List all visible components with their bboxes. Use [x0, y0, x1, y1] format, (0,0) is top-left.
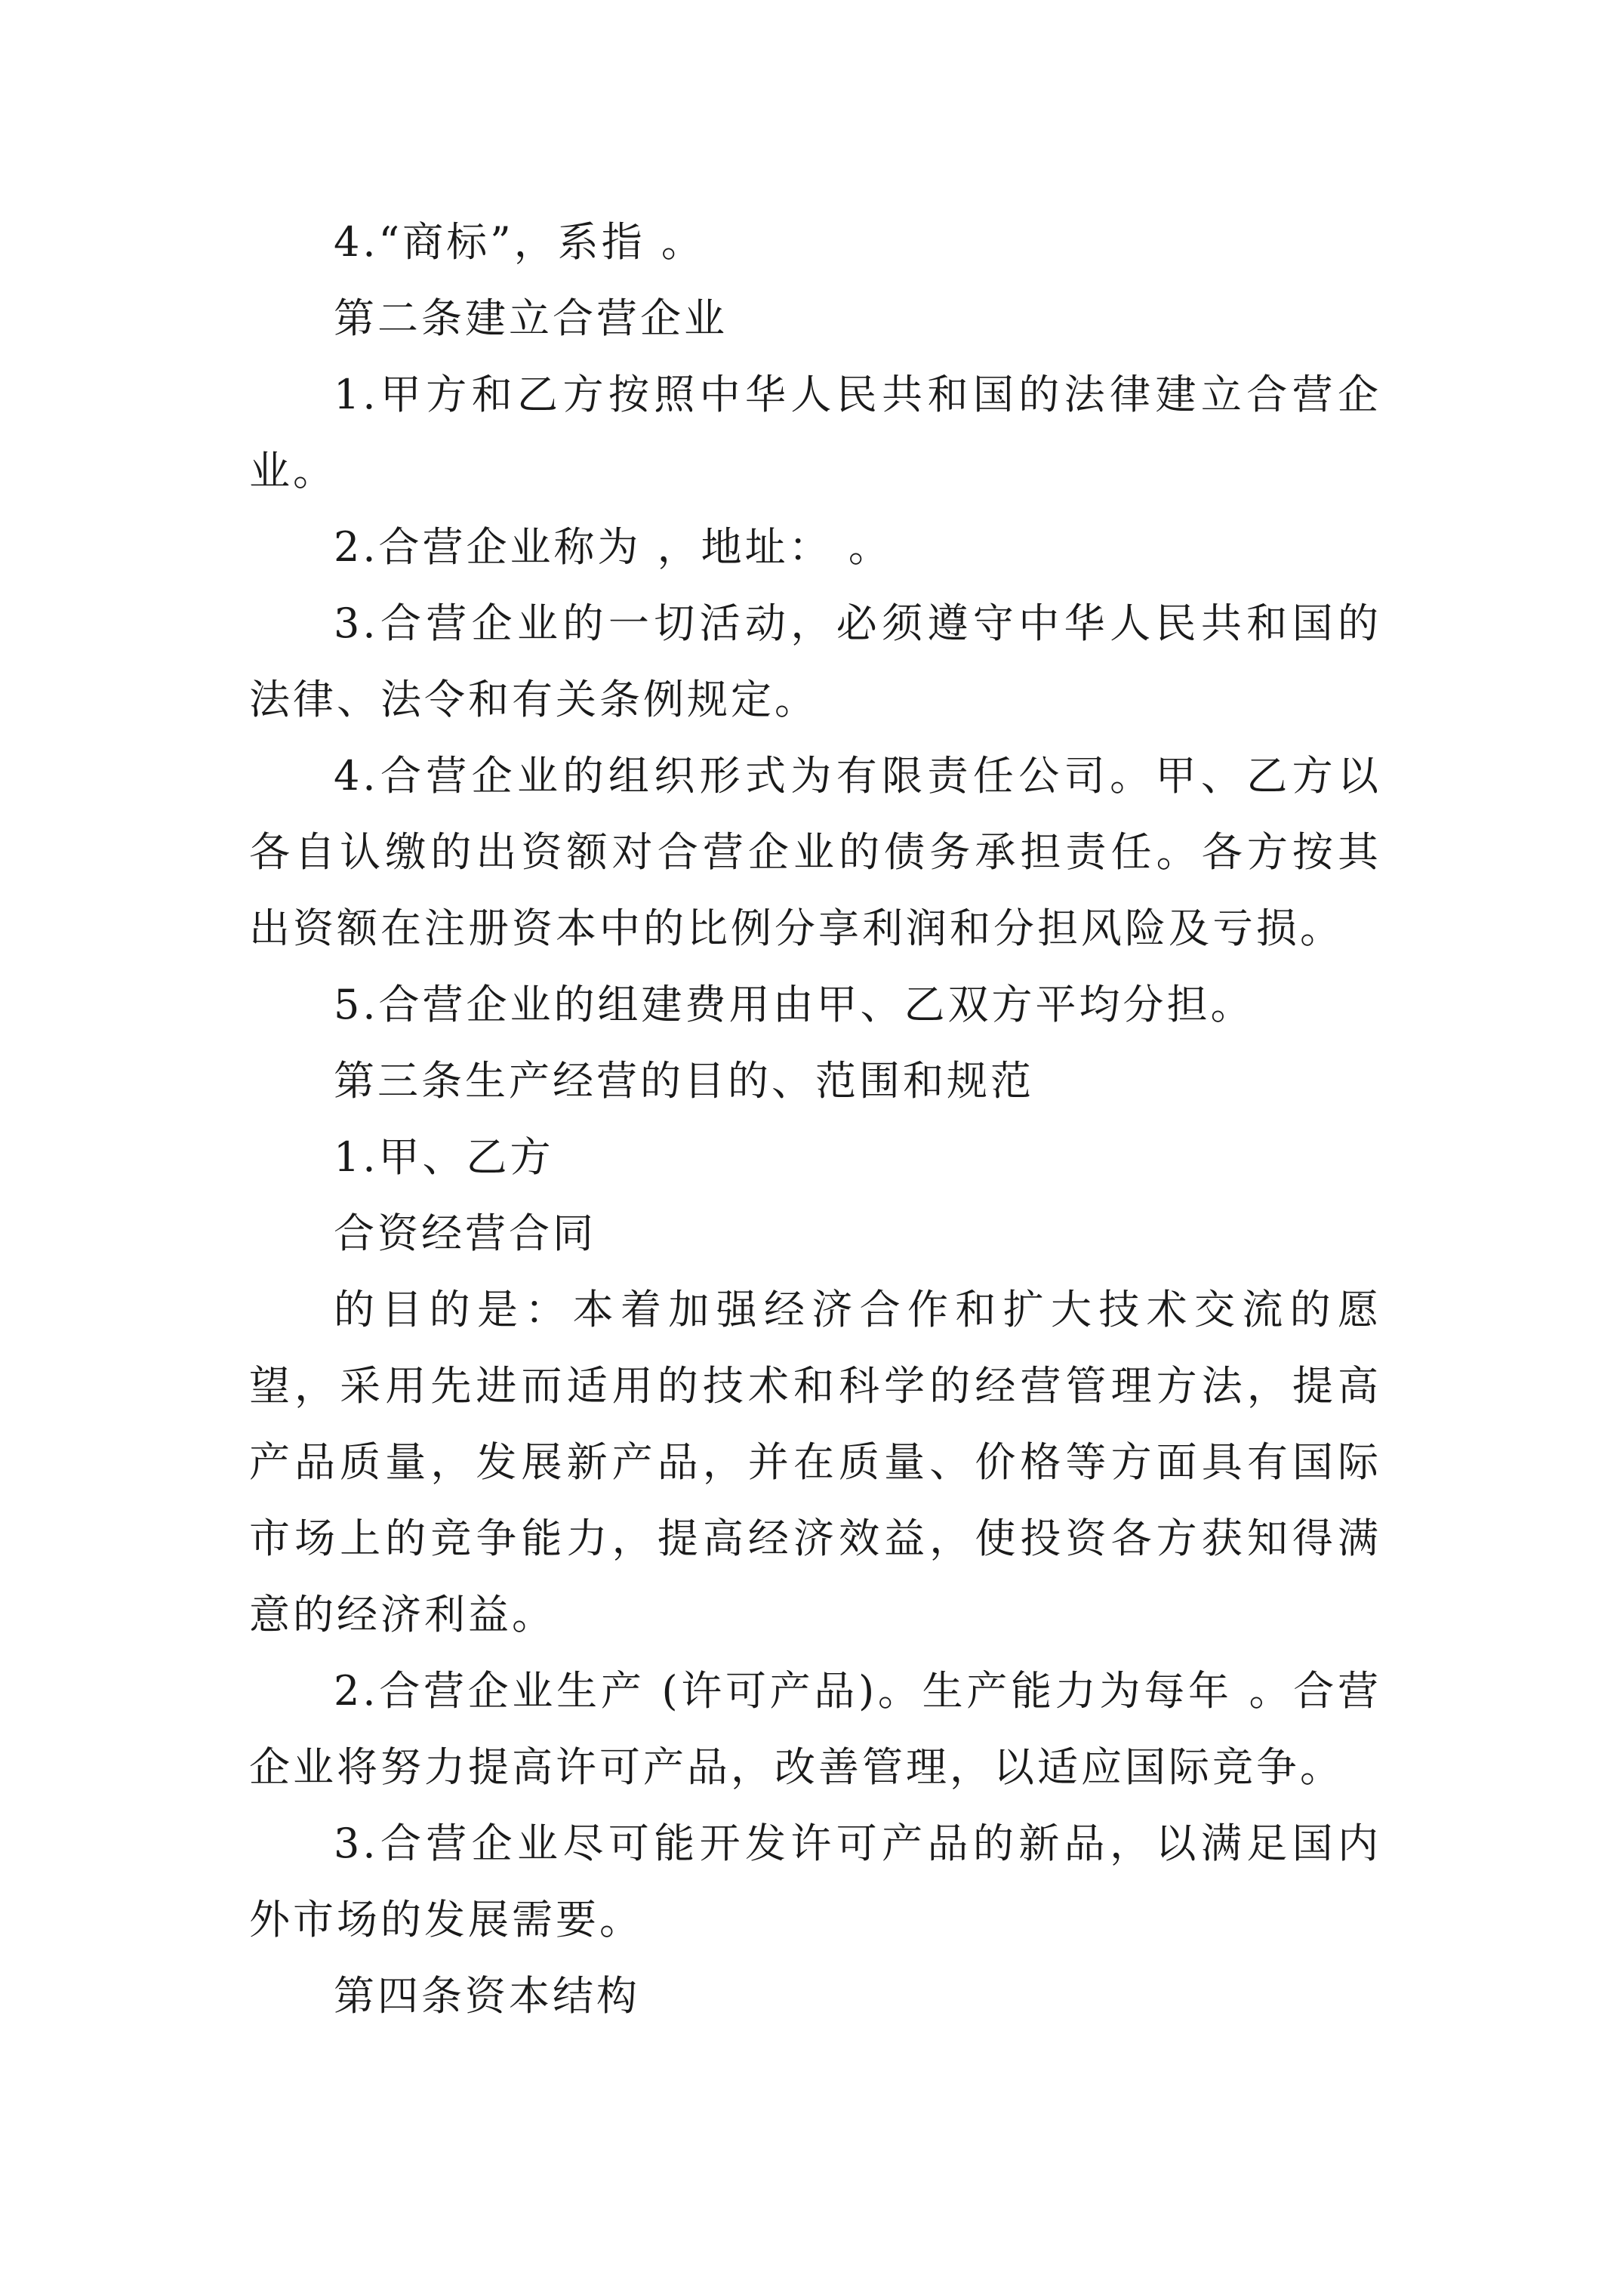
paragraph-2-3: 3.合营企业的一切活动，必须遵守中华人民共和国的法律、法令和有关条例规定。: [249, 599, 1381, 723]
paragraph-trademark-definition: 4.“商标”，系指 。: [334, 218, 705, 266]
paragraph-2-2: 2.合营企业称为 ，地址： 。: [334, 523, 892, 571]
paragraph-3-2: 2.合营企业生产 (许可产品)。生产能力为每年 。合营企业将努力提高许可产品，改善管理，以适应国际竞争。: [249, 1667, 1381, 1791]
heading-article-3: 第三条生产经营的目的、范围和规范: [334, 1057, 1034, 1105]
paragraph-3-1-start: 1.甲、乙方: [334, 1133, 554, 1181]
paragraph-3-3: 3.合营企业尽可能开发许可产品的新品，以满足国内外市场的发展需要。: [249, 1820, 1381, 1943]
heading-article-4: 第四条资本结构: [334, 1972, 640, 2020]
paragraph-3-1-purpose: 的目的是：本着加强经济合作和扩大技术交流的愿望，采用先进而适用的技术和科学的经营管理方法，提高产品质量，发展新产品，并在质量、价格等方面具有国际市场上的竞争能力，提高经济效益，使投资各方获知得满意的经济利益。: [249, 1286, 1381, 1638]
paragraph-2-5: 5.合营企业的组建费用由甲、乙双方平均分担。: [334, 981, 1255, 1028]
heading-article-2: 第二条建立合营企业: [334, 294, 728, 342]
paragraph-3-1-contract-title: 合资经营合同: [334, 1210, 596, 1257]
paragraph-2-1: 1.甲方和乙方按照中华人民共和国的法律建立合营企业。: [249, 371, 1381, 495]
document-body: [249, 204, 1381, 2034]
paragraph-2-4: 4.合营企业的组织形式为有限责任公司。甲、乙方以各自认缴的出资额对合营企业的债务承担责任。各方按其出资额在注册资本中的比例分享利润和分担风险及亏损。: [249, 752, 1381, 952]
